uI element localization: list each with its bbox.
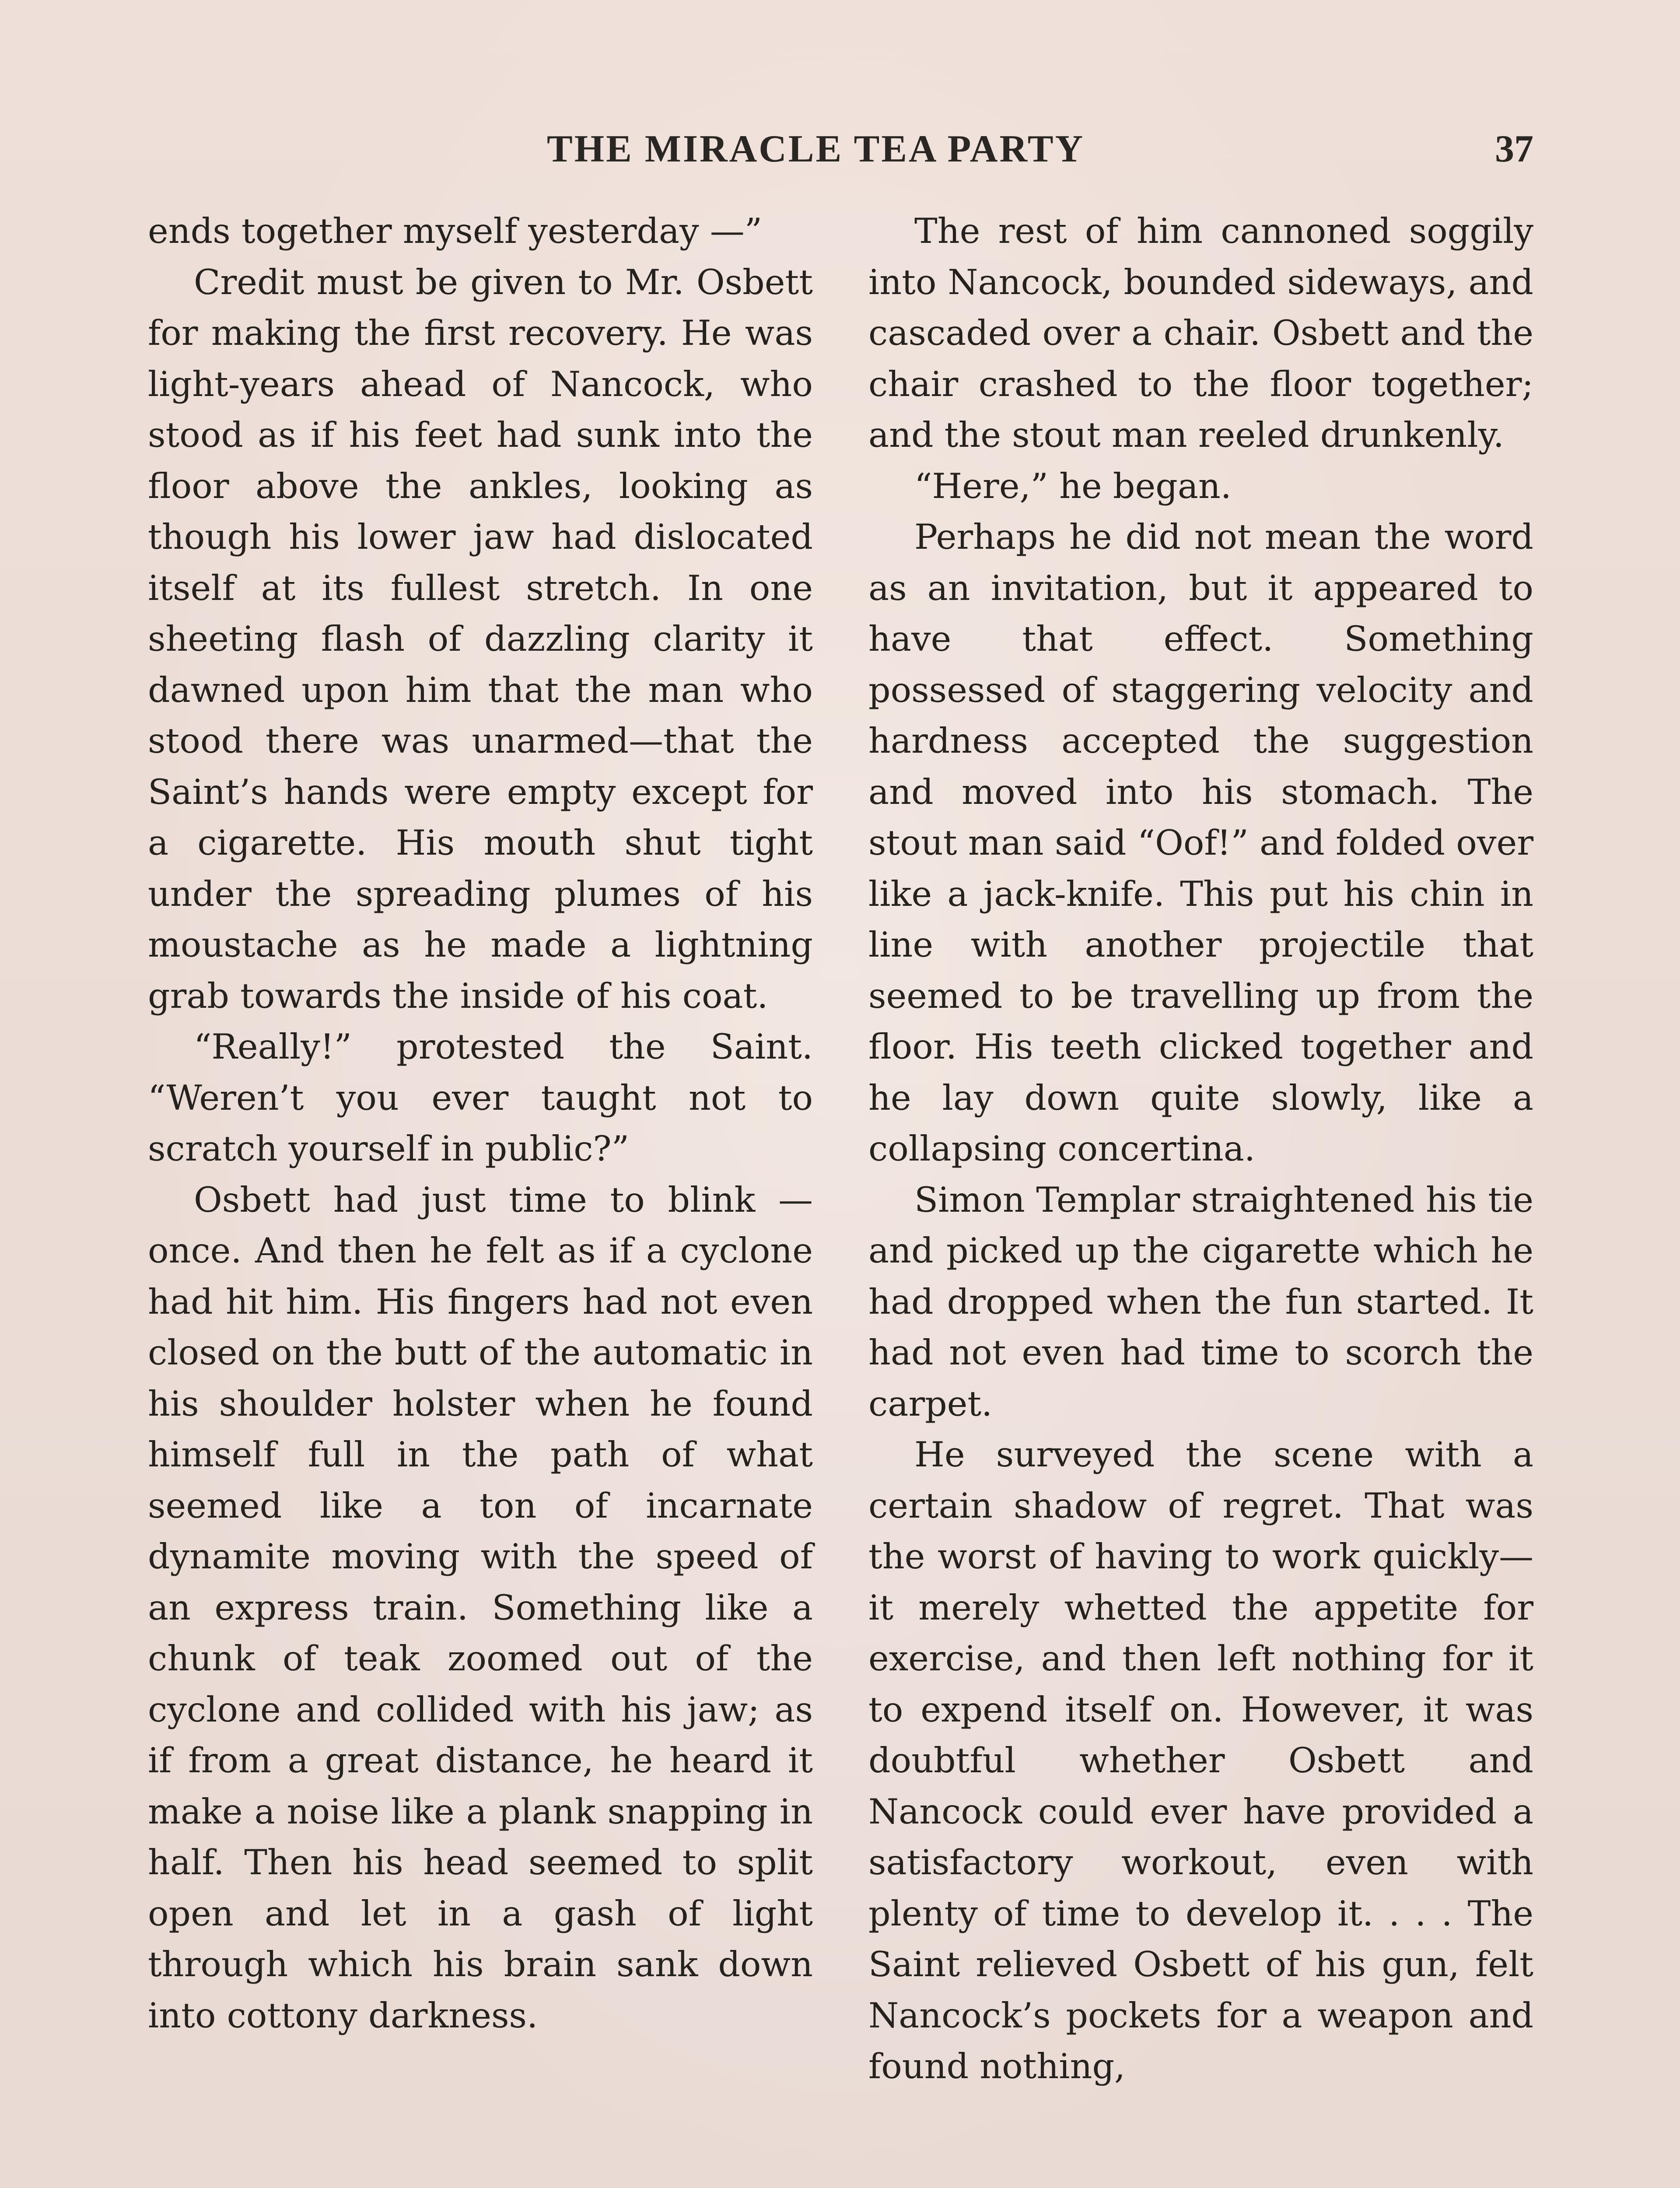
running-title: THE MIRACLE TEA PARTY	[547, 128, 1085, 170]
paragraph: Perhaps he did not mean the word as an invitation, but it appeared to have that effect. Something possessed of staggering velocity and hardness accepted the suggestion and moved into his stomach. The stout man said “Oof!” and folded over like a jack-knife. This put his chin in line with another projectile that seemed to be travelling up from the floor. His teeth clicked together and he lay down quite slowly, like a collapsing concertina.	[868, 517, 1533, 1169]
paragraph: ends together myself yesterday —”	[148, 211, 763, 251]
page-number: 37	[1495, 128, 1533, 170]
left-text-column	[148, 206, 813, 2041]
paragraph: Simon Templar straightened his tie and picked up the cigarette which he had dropped when the fun started. It had not even had time to scorch the carpet.	[868, 1179, 1533, 1424]
paragraph: Credit must be given to Mr. Osbett for making the first recovery. He was light-years ahead of Nancock, who stood as if his feet had sunk into the floor above the ankles, looking as though his lower jaw had dislocated itself at its fullest stretch. In one sheeting flash of dazzling clarity it dawned upon him that the man who stood there was unarmed—that the Saint’s hands were empty except for a cigarette. His mouth shut tight under the spreading plumes of his moustache as he made a lightning grab towards the inside of his coat.	[148, 262, 813, 1016]
paragraph: The rest of him cannoned soggily into Nancock, bounded sideways, and cascaded over a chair. Osbett and the chair crashed to the floor together; and the stout man reeled drunkenly.	[868, 211, 1533, 455]
right-text-column	[868, 206, 1533, 2092]
paragraph: “Here,” he began.	[914, 466, 1232, 506]
paragraph: Osbett had just time to blink —once. And then he felt as if a cyclone had hit him. His fingers had not even closed on the butt of the automatic in his shoulder holster when he found himself full in the path of what seemed like a ton of incarnate dynamite moving with the speed of an express train. Something like a chunk of teak zoomed out of the cyclone and collided with his jaw; as if from a great distance, he heard it make a noise like a plank snapping in half. Then his head seemed to split open and let in a gash of light through which his brain sank down into cottony darkness.	[148, 1179, 813, 2036]
paragraph: “Really!” protested the Saint. “Weren’t you ever taught not to scratch yourself in public?”	[148, 1027, 813, 1169]
paragraph: He surveyed the scene with a certain shadow of regret. That was the worst of having to work quickly—it merely whetted the appetite for exercise, and then left nothing for it to expend itself on. However, it was doubtful whether Osbett and Nancock could ever have provided a satisfactory workout, even with plenty of time to develop it. . . . The Saint relieved Osbett of his gun, felt Nancock’s pockets for a weapon and found nothing,	[868, 1434, 1533, 2086]
